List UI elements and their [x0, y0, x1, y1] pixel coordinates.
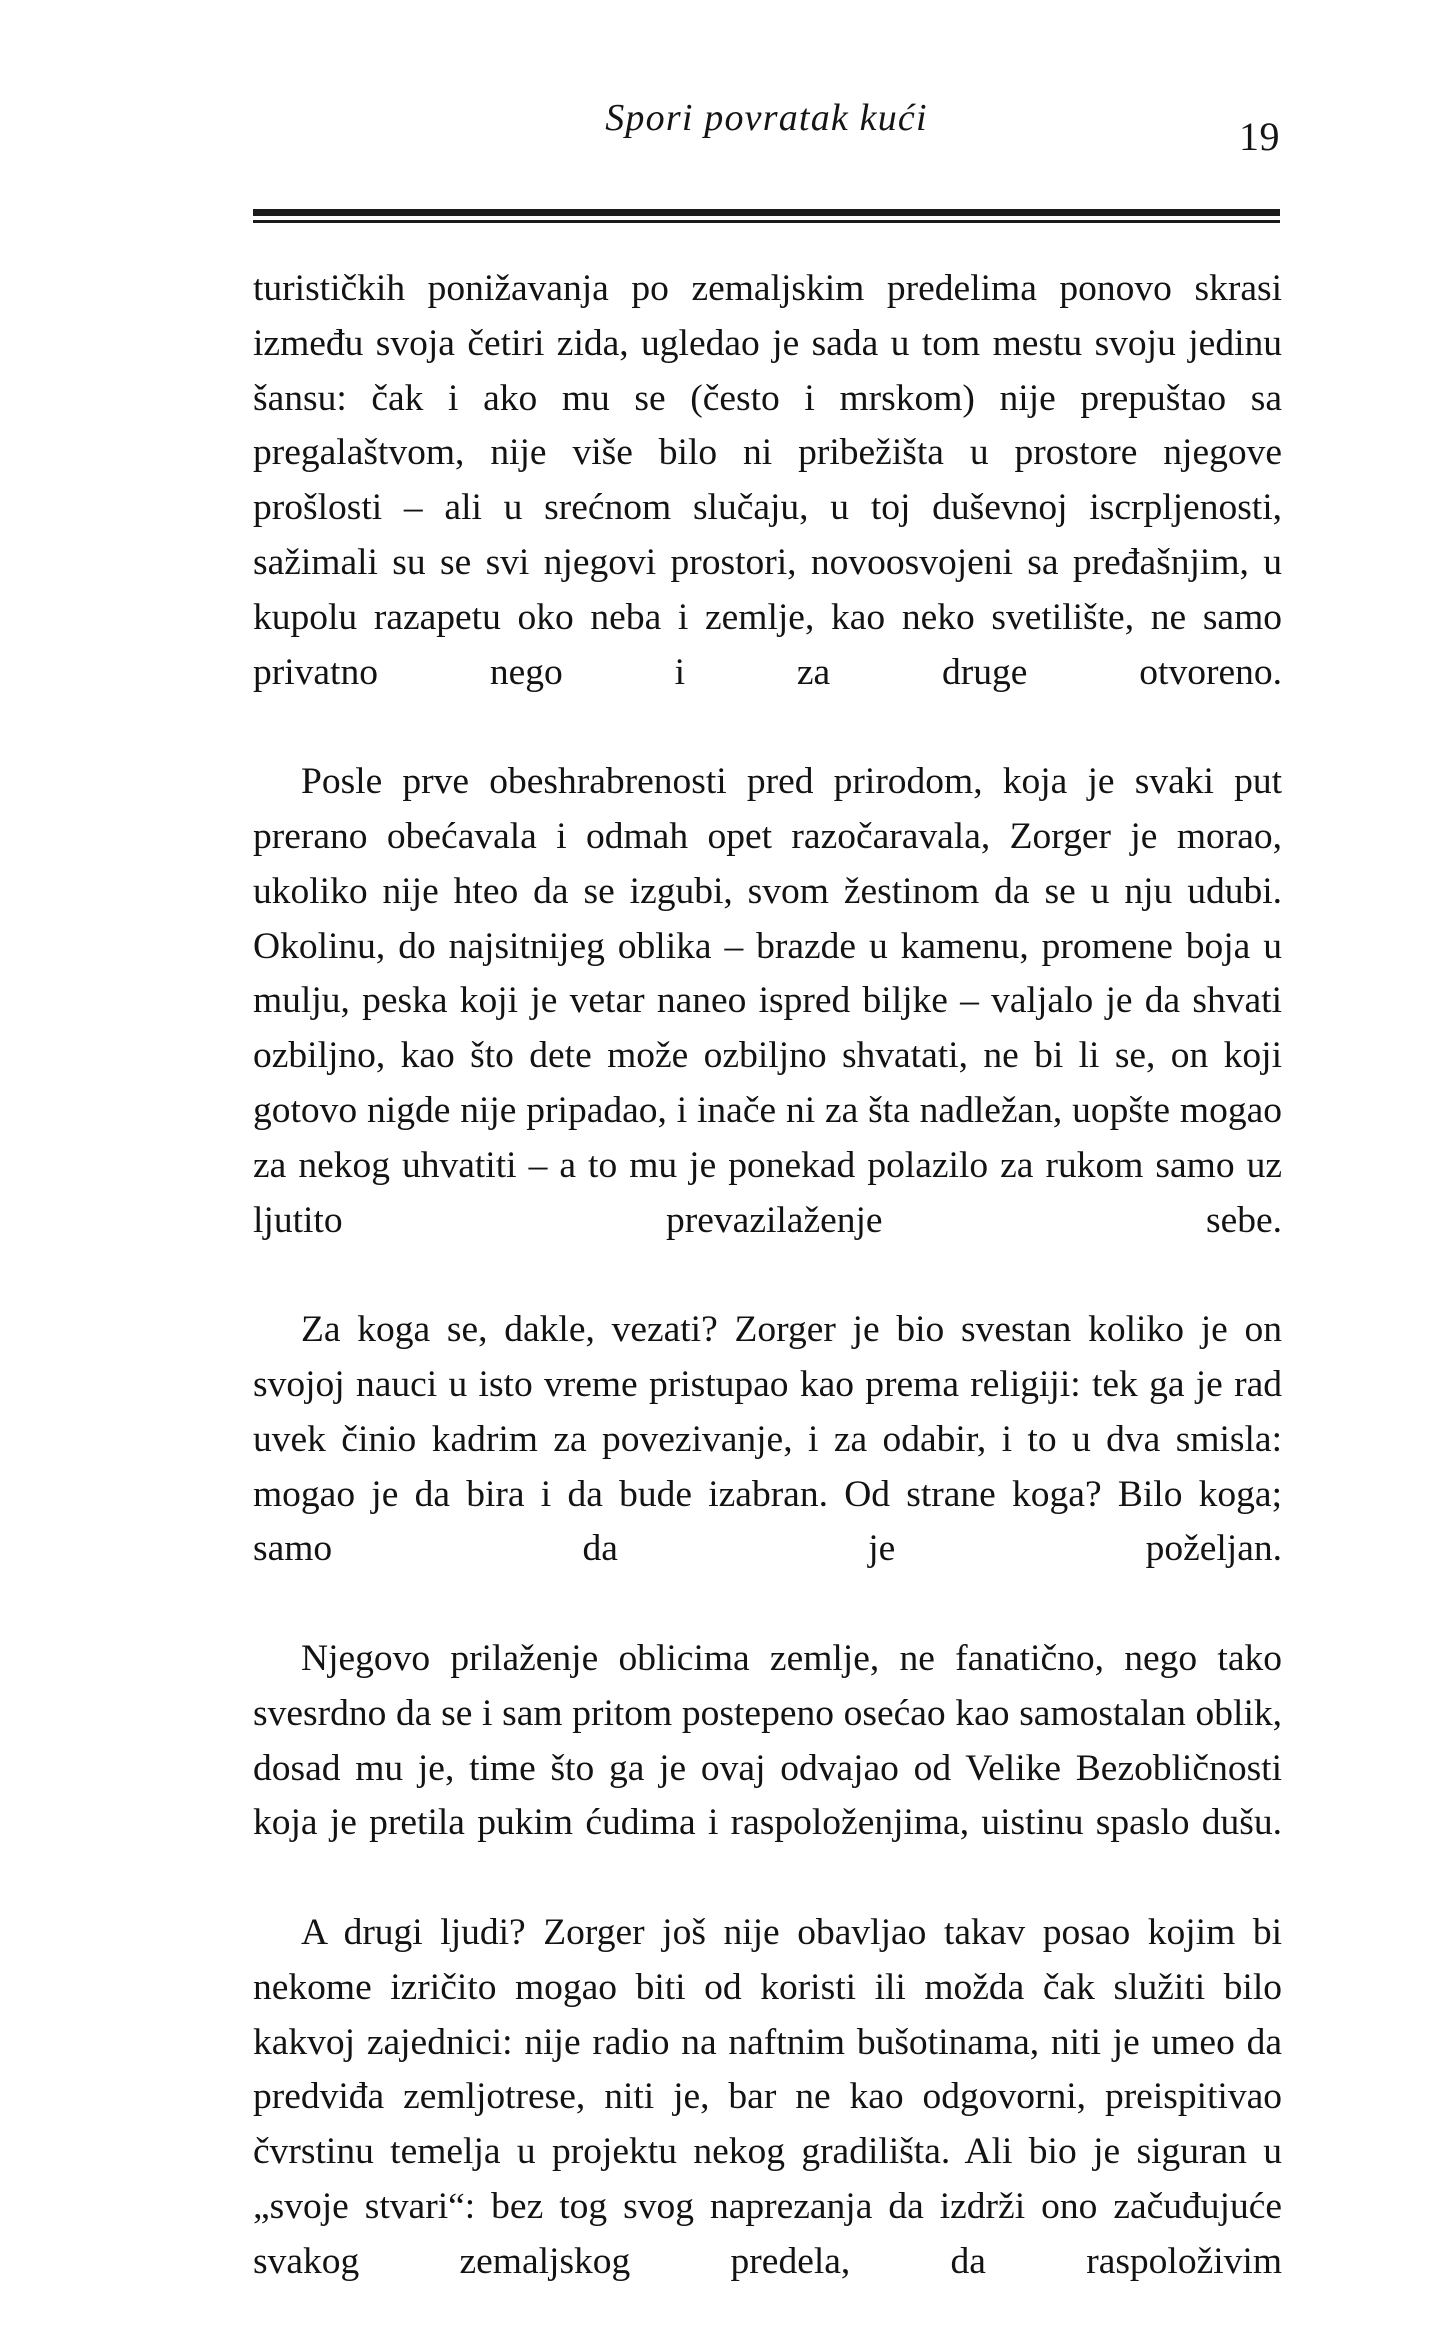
rule-thin	[253, 220, 1280, 223]
paragraph: turističkih ponižavanja po zemaljskim predelima ponovo skrasi između svoja četiri zida, ugledao je sada u tom mestu svoju jedinu šansu: čak i ako mu se (često i mrskom) nije prepuštao sa pregalaštvom, nije više bilo ni pribežišta u prostore njegove prošlosti – ali u srećnom slučaju, u toj duševnoj iscrpljenosti, sažimali su se svi njegovi prostori, novoosvojeni sa pređašnjim, u kupolu razapetu oko neba i zemlje, kao neko svetilište, ne samo privatno nego i za druge otvoreno.	[253, 268, 1282, 693]
paragraph: A drugi ljudi? Zorger još nije obavljao takav posao kojim bi nekome izričito mogao biti od koristi ili možda čak služiti bilo kakvoj zajednici: nije radio na naftnim bušotinama, niti je umeo da predviđa zemljotrese, niti je, bar ne kao odgovorni, preispitivao čvrstinu temelja u projektu nekog gradilišta. Ali bio je siguran u „svoje stvari“: bez tog svog naprezanja da izdrži ono začuđujuće svakog zemaljskog predela, da raspoloživim	[253, 1911, 1282, 2282]
paragraph: Za koga se, dakle, vezati? Zorger je bio svestan koliko je on svojoj nauci u isto vreme pristupao kao prema religiji: tek ga je rad uvek činio kadrim za povezivanje, i za odabir, i to u dva smisla: mogao je da bira i da bude izabran. Od strane koga? Bilo koga; samo da je poželjan.	[253, 1309, 1282, 1570]
header-double-rule	[253, 209, 1280, 223]
running-head	[253, 96, 1280, 160]
rule-thick	[253, 209, 1280, 216]
running-head-title: Spori povratak kući	[605, 97, 928, 139]
paragraph: Posle prve obeshrabrenosti pred prirodom, koja je svaki put prerano obećavala i odmah opet razočaravala, Zorger je morao, ukoliko nije hteo da se izgubi, svom žestinom da se u nju udubi. Okolinu, do najsitnijeg oblika – brazde u kamenu, promene boja u mulju, peska koji je vetar naneo ispred biljke – valjalo je da shvati ozbiljno, kao što dete može ozbiljno shvatati, ne bi li se, on koji gotovo nigde nije pripadao, i inače ni za šta nadležan, uopšte mogao za nekog uhvatiti – a to mu je ponekad polazilo za rukom samo uz ljutito prevazilaženje sebe.	[253, 761, 1282, 1241]
page-number: 19	[1239, 114, 1280, 159]
paragraph: Njegovo prilaženje oblicima zemlje, ne fanatično, nego tako svesrdno da se i sam pritom postepeno osećao kao samostalan oblik, dosad mu je, time što ga je ovaj odvajao od Velike Bezobličnosti koja je pretila pukim ćudima i raspoloženjima, uistinu spaslo dušu.	[253, 1637, 1282, 1844]
body-text-block	[253, 262, 1282, 2344]
